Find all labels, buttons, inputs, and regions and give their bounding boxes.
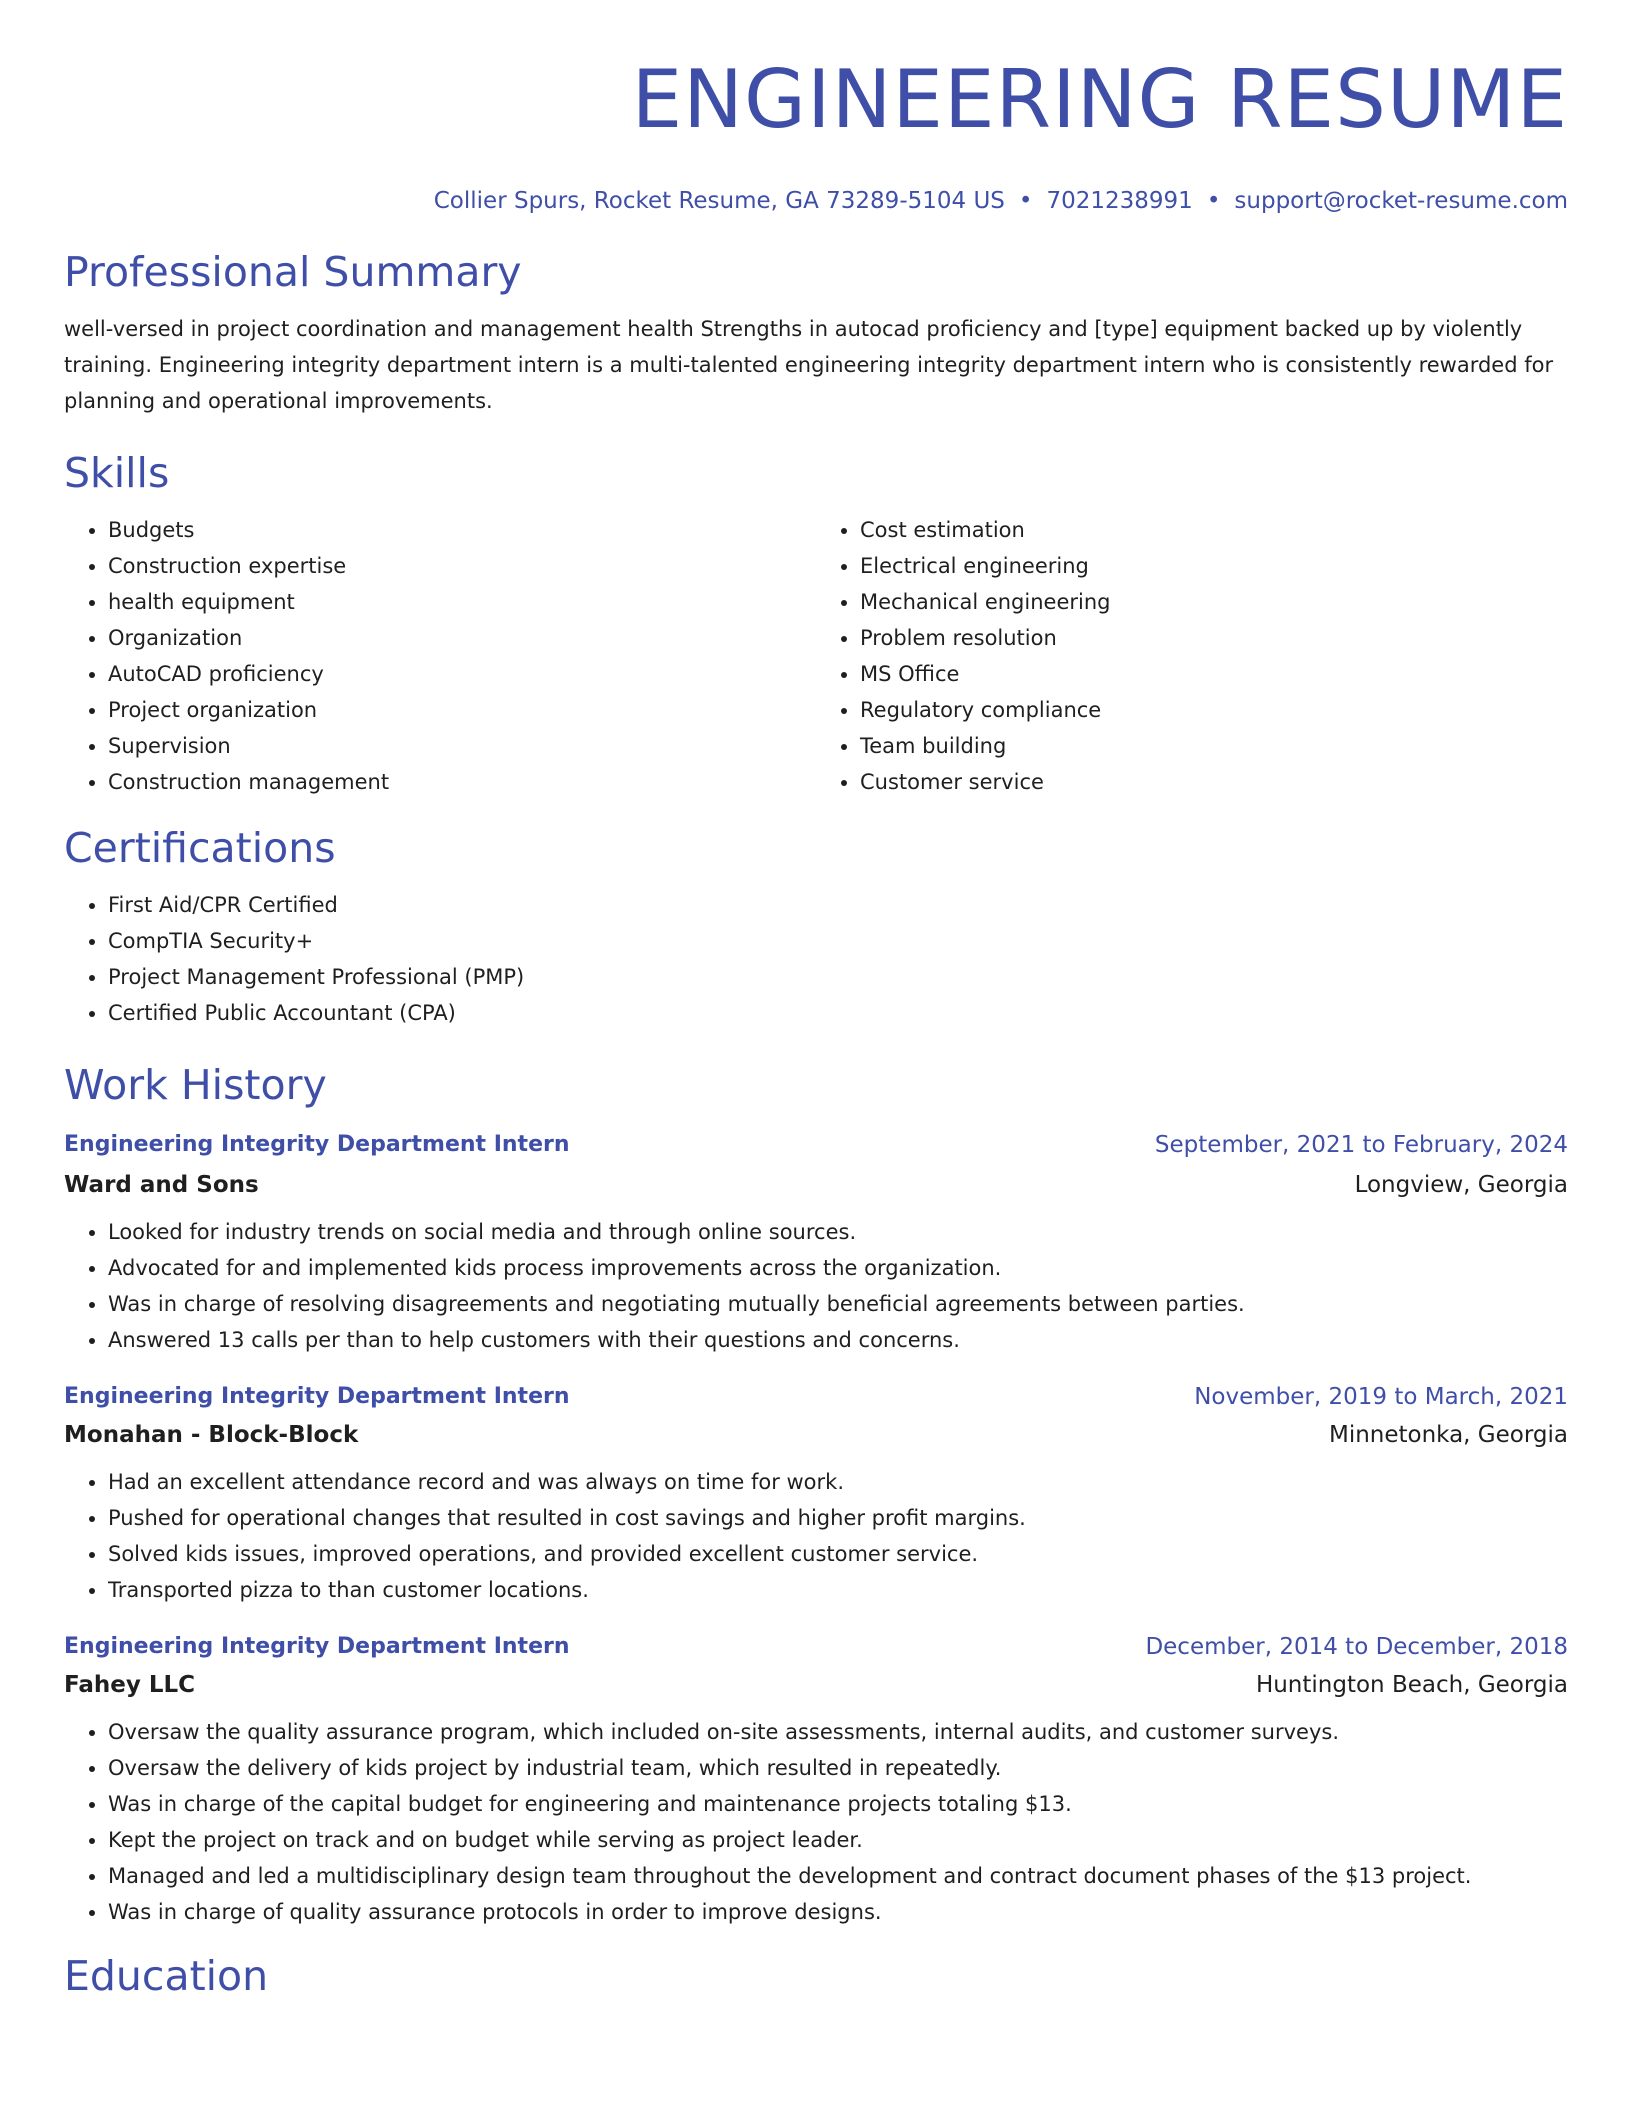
summary-heading: Professional Summary <box>64 248 522 296</box>
skills-columns <box>64 512 1568 800</box>
work-history-heading: Work History <box>64 1061 327 1109</box>
list-item: • Answered 13 calls per than to help customers with their questions and concerns. <box>108 1322 1568 1358</box>
job-company: Fahey LLC <box>64 1672 196 1698</box>
education-section <box>64 1952 1568 2000</box>
skills-list-right <box>816 512 1568 800</box>
list-item: • AutoCAD proficiency <box>108 656 816 692</box>
job-entry <box>64 1128 1568 1358</box>
list-item: • Had an excellent attendance record and was always on time for work. <box>108 1464 1568 1500</box>
list-item: • Kept the project on track and on budget while serving as project leader. <box>108 1822 1568 1858</box>
job-bullets <box>64 1714 1568 1930</box>
list-item: • CompTIA Security+ <box>108 923 1568 959</box>
list-item: • Solved kids issues, improved operations, and provided excellent customer service. <box>108 1536 1568 1572</box>
education-heading: Education <box>64 1952 269 2000</box>
list-item: • Transported pizza to than customer locations. <box>108 1572 1568 1608</box>
list-item: • Was in charge of quality assurance protocols in order to improve designs. <box>108 1894 1568 1930</box>
job-company: Ward and Sons <box>64 1172 259 1198</box>
list-item: • Regulatory compliance <box>860 692 1568 728</box>
job-header <box>64 1128 1568 1162</box>
list-item: • Pushed for operational changes that resulted in cost savings and higher profit margins. <box>108 1500 1568 1536</box>
list-item: • Problem resolution <box>860 620 1568 656</box>
summary-text: well-versed in project coordination and management health Strengths in autocad proficiency and [type] equipment backed up by violently training. Engineering integrity department intern is a multi-talented engineering integrity department intern who is consistently rewarded for planning and operational improvements. <box>64 317 1554 413</box>
job-subheader <box>64 1168 1568 1202</box>
skills-heading: Skills <box>64 449 170 497</box>
contact-line <box>64 184 1568 218</box>
job-bullets <box>64 1464 1568 1608</box>
job-bullets <box>64 1214 1568 1358</box>
job-title: Engineering Integrity Department Intern <box>64 1384 570 1409</box>
list-item: • Was in charge of resolving disagreements and negotiating mutually beneficial agreements between parties. <box>108 1286 1568 1322</box>
job-subheader <box>64 1418 1568 1452</box>
list-item: • Oversaw the delivery of kids project by industrial team, which resulted in repeatedly. <box>108 1750 1568 1786</box>
job-dates: December, 2014 to December, 2018 <box>1145 1634 1568 1660</box>
list-item: • Oversaw the quality assurance program, which included on-site assessments, internal audits, and customer surveys. <box>108 1714 1568 1750</box>
job-subheader <box>64 1668 1568 1702</box>
certifications-heading: Certifications <box>64 824 336 872</box>
job-header <box>64 1380 1568 1414</box>
list-item: • Organization <box>108 620 816 656</box>
list-item: • Was in charge of the capital budget for engineering and maintenance projects totaling $13. <box>108 1786 1568 1822</box>
list-item: • Advocated for and implemented kids process improvements across the organization. <box>108 1250 1568 1286</box>
list-item: • Customer service <box>860 764 1568 800</box>
job-location: Longview, Georgia <box>1354 1172 1568 1198</box>
list-item: • Electrical engineering <box>860 548 1568 584</box>
address: Collier Spurs, Rocket Resume, GA 73289-5104 US <box>433 188 1005 214</box>
list-item: • Supervision <box>108 728 816 764</box>
phone: 7021238991 <box>1046 188 1193 214</box>
list-item: • Looked for industry trends on social media and through online sources. <box>108 1214 1568 1250</box>
contact-separator: • <box>1018 188 1033 214</box>
job-location: Minnetonka, Georgia <box>1328 1422 1568 1448</box>
job-entry <box>64 1380 1568 1608</box>
list-item: • MS Office <box>860 656 1568 692</box>
list-item: • Managed and led a multidisciplinary design team throughout the development and contract document phases of the $13 project. <box>108 1858 1568 1894</box>
skills-list-left <box>64 512 816 800</box>
email: support@rocket-resume.com <box>1234 188 1568 214</box>
list-item: • Project organization <box>108 692 816 728</box>
work-history-section <box>64 1061 1568 1930</box>
list-item: • Certified Public Accountant (CPA) <box>108 995 1568 1031</box>
contact-separator: • <box>1206 188 1221 214</box>
list-item: • Budgets <box>108 512 816 548</box>
list-item: • Construction expertise <box>108 548 816 584</box>
job-entry <box>64 1630 1568 1930</box>
job-dates: September, 2021 to February, 2024 <box>1154 1132 1568 1158</box>
resume-title: ENGINEERING RESUME <box>631 53 1568 146</box>
job-dates: November, 2019 to March, 2021 <box>1194 1384 1568 1410</box>
list-item: • Cost estimation <box>860 512 1568 548</box>
certifications-list <box>64 887 1568 1031</box>
job-title: Engineering Integrity Department Intern <box>64 1634 570 1659</box>
job-location: Huntington Beach, Georgia <box>1255 1672 1568 1698</box>
list-item: • Team building <box>860 728 1568 764</box>
list-item: • Project Management Professional (PMP) <box>108 959 1568 995</box>
certifications-section <box>64 824 1568 1031</box>
job-header <box>64 1630 1568 1664</box>
job-company: Monahan - Block-Block <box>64 1422 359 1448</box>
list-item: • health equipment <box>108 584 816 620</box>
job-title: Engineering Integrity Department Intern <box>64 1132 570 1157</box>
list-item: • First Aid/CPR Certified <box>108 887 1568 923</box>
list-item: • Mechanical engineering <box>860 584 1568 620</box>
skills-section <box>64 449 1568 800</box>
list-item: • Construction management <box>108 764 816 800</box>
summary-section <box>64 248 1568 419</box>
